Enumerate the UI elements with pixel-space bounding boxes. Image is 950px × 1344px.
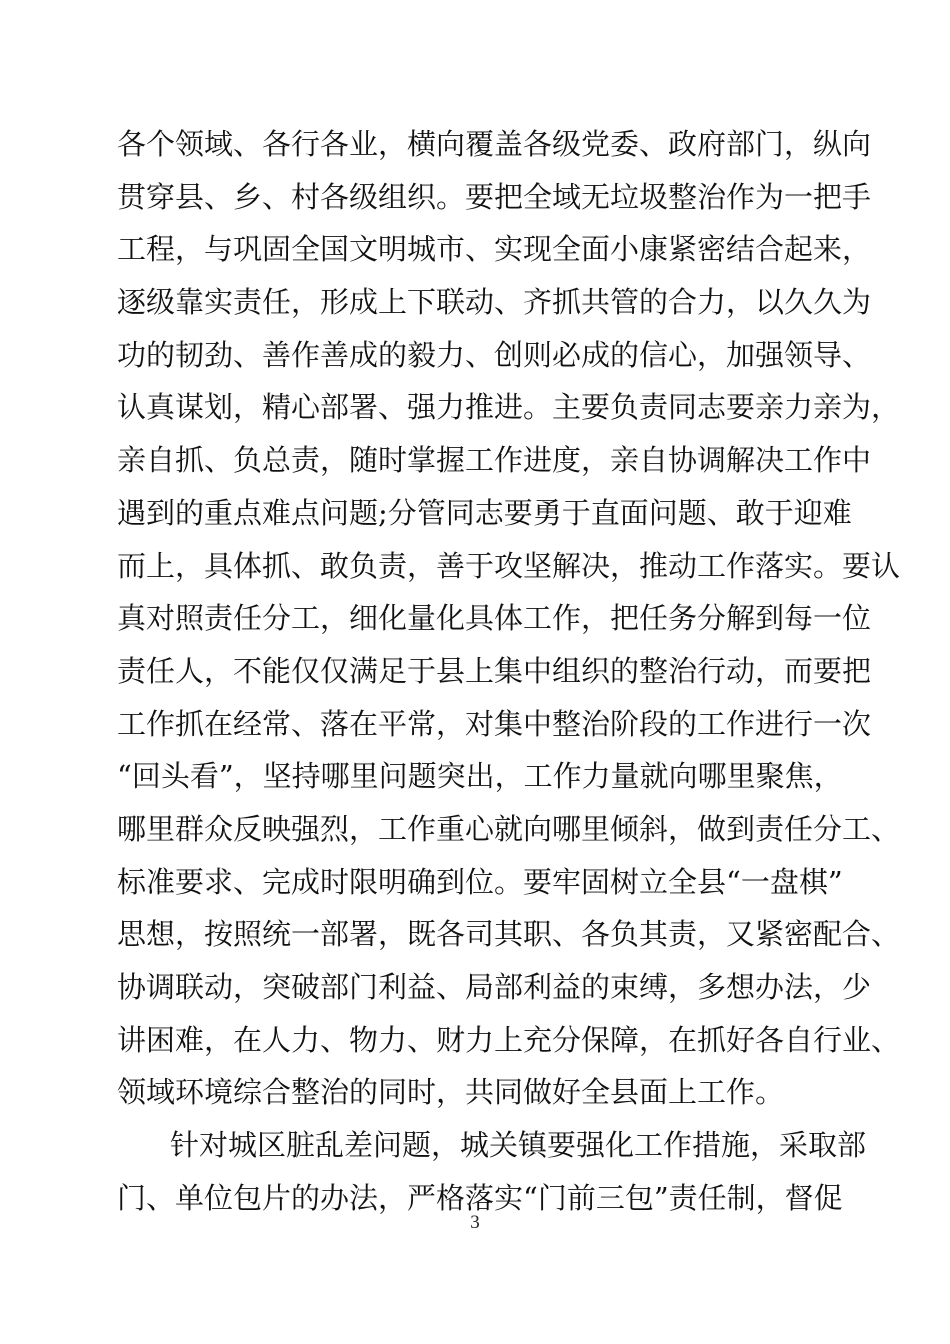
text-line: 工程，与巩固全国文明城市、实现全面小康紧密结合起来， (117, 232, 872, 267)
text-line: 思想，按照统一部署，既各司其职、各负其责，又紧密配合、 (117, 917, 901, 952)
paragraph-2 (117, 1119, 867, 1224)
text-line: 标准要求、完成时限明确到位。要牢固树立全县“一盘棋” (117, 864, 843, 899)
text-line: 协调联动，突破部门利益、局部利益的束缚，多想办法，少 (117, 970, 872, 1004)
text-line: 而上，具体抓、敢负责，善于攻坚解决，推动工作落实。要认 (117, 548, 901, 583)
text-line: 遇到的重点难点问题;分管同志要勇于直面问题、敢于迎难 (117, 495, 852, 530)
text-line: 功的韧劲、善作善成的毅力、创则必成的信心，加强领导、 (117, 337, 872, 372)
text-line: 哪里群众反映强烈，工作重心就向哪里倾斜，做到责任分工、 (117, 811, 901, 846)
text-line: 认真谋划，精心部署、强力推进。主要负责同志要亲力亲为， (117, 390, 901, 425)
text-line: 工作抓在经常、落在平常，对集中整治阶段的工作进行一次 (117, 706, 872, 741)
text-line: 领域环境综合整治的同时，共同做好全县面上工作。 (117, 1075, 785, 1110)
body-text (117, 118, 901, 1224)
text-line: 逐级靠实责任，形成上下联动、齐抓共管的合力，以久久为 (117, 285, 872, 320)
text-line: 责任人，不能仅仅满足于县上集中组织的整治行动，而要把 (117, 653, 872, 688)
text-line: 讲困难，在人力、物力、财力上充分保障，在抓好各自行业、 (117, 1022, 901, 1057)
text-line: 门、单位包片的办法，严格落实“门前三包”责任制，督促 (117, 1180, 843, 1215)
text-line: 各个领域、各行各业，横向覆盖各级党委、政府部门，纵向 (117, 127, 872, 161)
text-line: 针对城区脏乱差问题，城关镇要强化工作措施，采取部 (170, 1128, 867, 1163)
text-line: 亲自抓、负总责，随时掌握工作进度，亲自协调解决工作中 (117, 443, 872, 478)
text-line: 真对照责任分工，细化量化具体工作，把任务分解到每一位 (117, 601, 872, 636)
page-number: 3 (470, 1212, 480, 1233)
paragraph-1 (117, 118, 901, 1119)
text-line: 贯穿县、乡、村各级组织。要把全域无垃圾整治作为一把手 (117, 179, 872, 214)
text-line: “回头看”，坚持哪里问题突出，工作力量就向哪里聚焦， (117, 759, 843, 794)
